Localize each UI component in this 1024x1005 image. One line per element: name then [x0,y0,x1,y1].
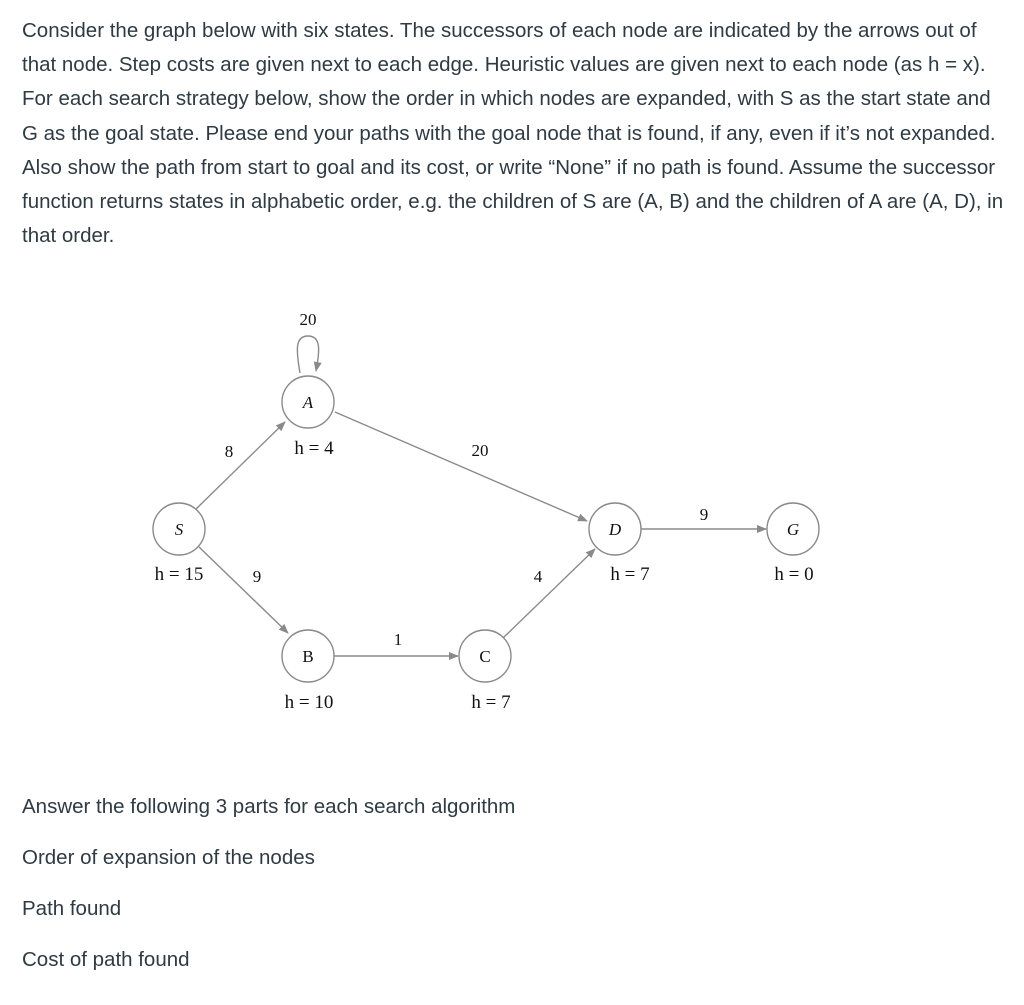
node-a-label: A [302,393,314,412]
node-s [153,503,205,555]
node-c [459,630,511,682]
node-a [282,376,334,428]
node-g [767,503,819,555]
cost-label-a-d: 20 [471,441,489,460]
search-graph [0,290,1024,730]
heuristic-g: h = 0 [774,564,814,585]
heuristic-s: h = 15 [154,564,204,585]
edge-a-d [335,412,587,521]
cost-label-d-g: 9 [699,505,709,524]
node-d-label: D [608,520,622,539]
node-g-label: G [786,520,800,539]
heuristic-c: h = 7 [471,692,511,713]
node-d [589,503,641,555]
edge-c-d [503,549,595,638]
edge-a-a [297,336,318,373]
questions-heading: Answer the following 3 parts for each search algorithm [22,795,516,818]
cost-label-s-a: 8 [224,442,234,461]
heuristic-b: h = 10 [284,692,334,713]
edge-s-a [195,422,285,510]
node-c-label: C [479,647,491,666]
question-expansion-order: Order of expansion of the nodes [22,846,315,869]
node-s-label: S [174,520,184,539]
heuristic-a: h = 4 [294,438,334,459]
cost-label-a-a: 20 [299,310,317,329]
cost-label-b-c: 1 [393,630,403,649]
node-b-label: B [302,647,314,666]
edge-s-b [199,547,288,633]
problem-statement: Consider the graph below with six states. The successors of each node are indicated by the arrows out of that node. Step costs are given next to each edge. Heuristic values are given next to each node (as h = x). For each search strategy below, show the order in which nodes are expanded, with S as the start state and G as the goal state. Please end your paths with the goal node that is found, if any, even if it’s not expanded. Also show the path from start to goal and its cost, or write “None” if no path is found. Assume the successor function returns states in alphabetic order, e.g. the children of S are (A, B) and the children of A are (A, D), in that order. [22,19,1004,248]
question-path-cost: Cost of path found [22,948,190,971]
question-path-found: Path found [22,897,122,920]
cost-label-s-b: 9 [252,567,262,586]
cost-label-c-d: 4 [533,567,543,586]
heuristic-d: h = 7 [610,564,650,585]
node-b [282,630,334,682]
